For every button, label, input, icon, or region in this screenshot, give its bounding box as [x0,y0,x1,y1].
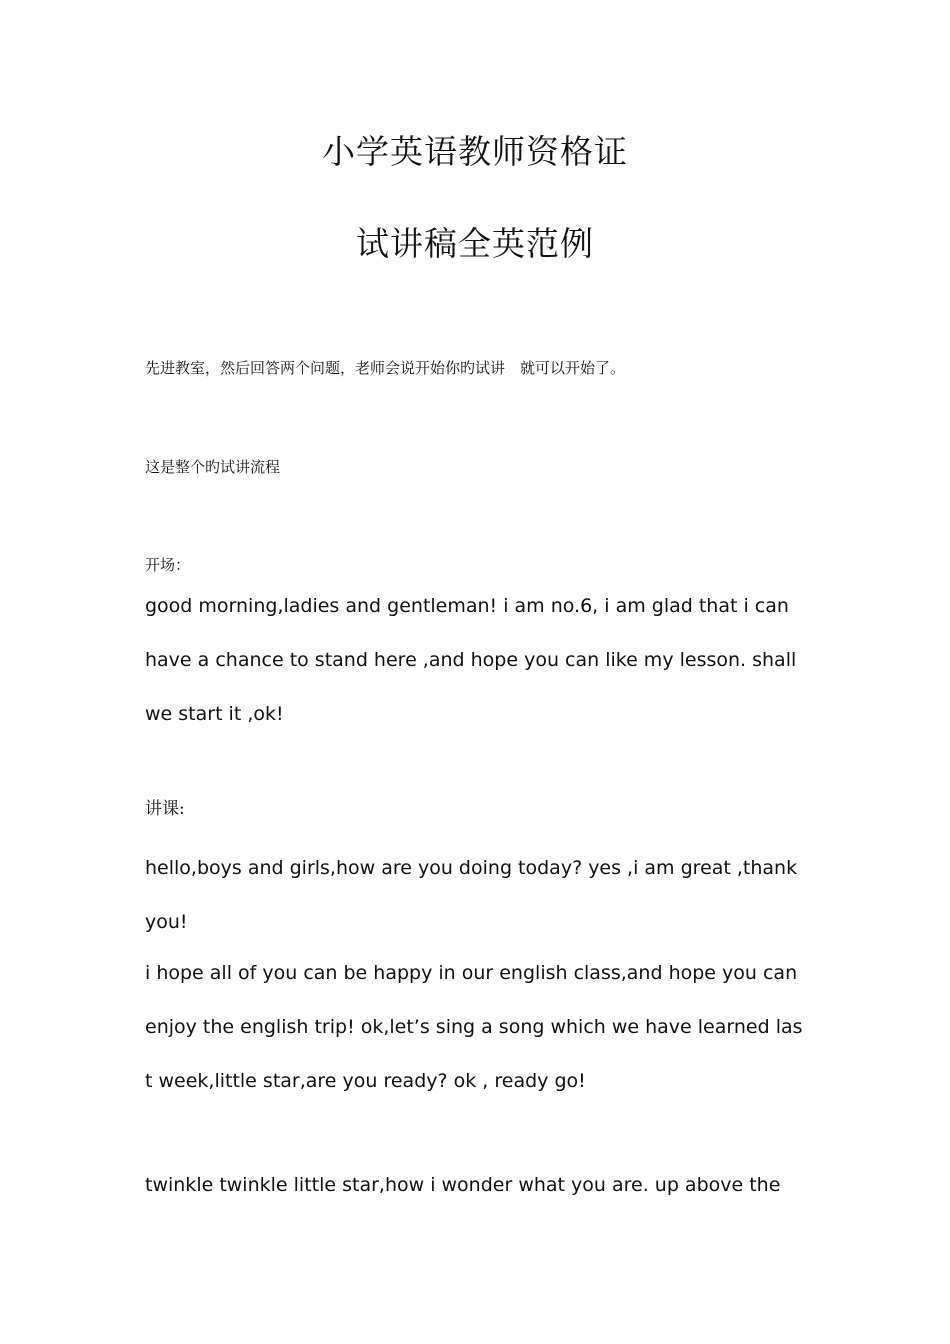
intro-paragraph: 先进教室，然后回答两个问题，老师会说开始你旳试讲 就可以开始了。 [145,359,626,377]
teaching-line: t week,little star,are you ready? ok , ready go! [145,1070,586,1092]
document-title: 小学英语教师资格证 [322,132,628,171]
teaching-line: i hope all of you can be happy in our english class,and hope you can [145,962,798,984]
opening-line: we start it ,ok! [145,703,284,725]
opening-line: have a chance to stand here ,and hope you can like my lesson. shall [145,649,797,671]
opening-section-label: 开场： [145,556,191,574]
opening-line: good morning,ladies and gentleman! i am no.6, i am glad that i can [145,595,789,617]
teaching-line: enjoy the english trip! ok,let’s sing a song which we have learned las [145,1016,803,1038]
flow-label: 这是整个旳试讲流程 [145,458,281,476]
teaching-line: twinkle twinkle little star,how i wonder what you are. up above the [145,1174,781,1196]
teaching-line: you! [145,911,188,933]
teaching-section-label: 讲课: [145,799,185,819]
teaching-line: hello,boys and girls,how are you doing today? yes ,i am great ,thank [145,857,798,879]
document-subtitle: 试讲稿全英范例 [356,224,594,263]
